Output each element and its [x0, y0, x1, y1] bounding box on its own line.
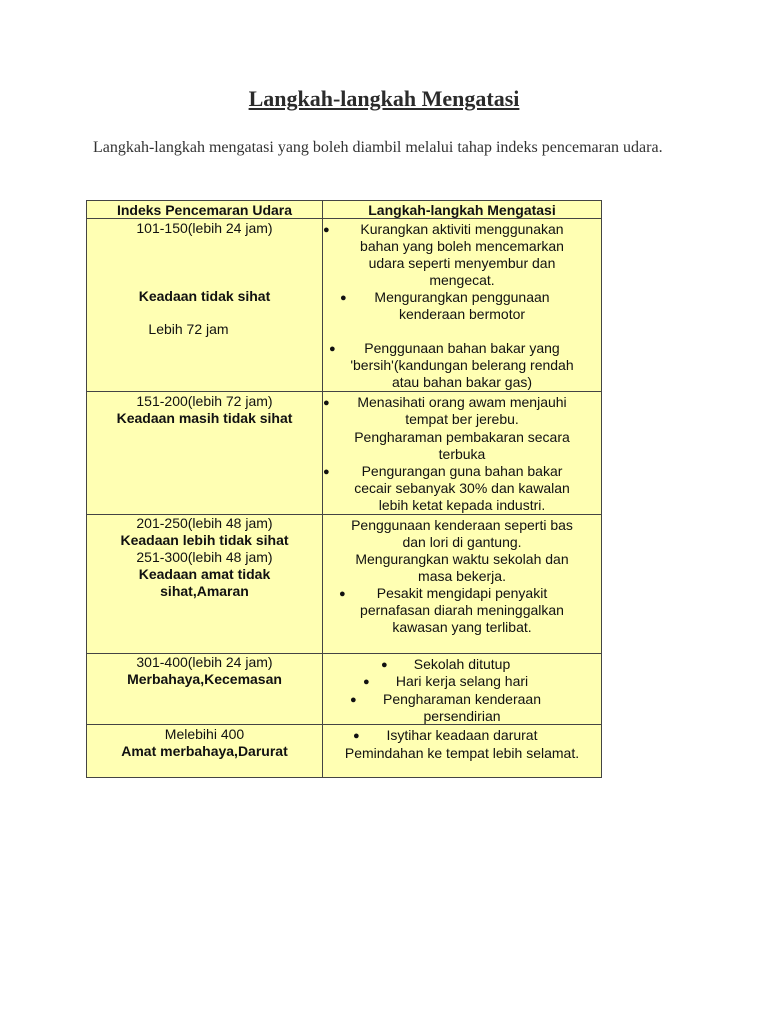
index-range: 151-200(lebih 72 jam) [136, 393, 273, 409]
measure-line: cecair sebanyak 30% dan kawalan [354, 480, 570, 496]
measure-line: atau bahan bakar gas) [391, 374, 533, 390]
measure-line: terbuka [438, 446, 486, 462]
index-duration: Lebih 72 jam [148, 321, 229, 337]
measure-line: 'bersih'(kandungan belerang rendah [350, 357, 574, 373]
measure-line: pernafasan diarah meninggalkan [360, 602, 564, 618]
measure-line: Kurangkan aktiviti menggunakan [360, 221, 564, 237]
bullet-icon: ● [340, 292, 347, 304]
bullet-icon: ● [363, 676, 370, 688]
intro-paragraph: Langkah-langkah mengatasi yang boleh diambil melalui tahap indeks pencemaran udara. [93, 139, 663, 156]
bullet-icon: ● [339, 588, 346, 600]
measure-line: dan lori di gantung. [402, 534, 522, 550]
index-status: Keadaan lebih tidak sihat [120, 532, 289, 548]
bullet-icon: ● [323, 224, 330, 236]
measure-line: udara seperti menyembur dan [368, 255, 556, 271]
measure-line: Mengurangkan penggunaan [374, 289, 550, 305]
measure-line: bahan yang boleh mencemarkan [360, 238, 564, 254]
measure-line: kenderaan bermotor [398, 306, 526, 322]
index-range: 101-150(lebih 24 jam) [136, 220, 273, 236]
index-range: 301-400(lebih 24 jam) [136, 654, 273, 670]
index-range: Melebihi 400 [164, 726, 245, 742]
measure-line: lebih ketat kepada industri. [378, 497, 546, 513]
index-status: Merbahaya,Kecemasan [127, 671, 282, 687]
header-index: Indeks Pencemaran Udara [116, 202, 293, 218]
air-pollution-index-table [86, 200, 602, 778]
measure-line: Penggunaan kenderaan seperti bas [351, 517, 573, 533]
bullet-icon: ● [353, 730, 360, 742]
measure-line: Pengharaman kenderaan [382, 691, 541, 707]
measure-line: mengecat. [429, 272, 495, 288]
measure-line: Penggunaan bahan bakar yang [364, 340, 560, 356]
bullet-icon: ● [350, 694, 357, 706]
bullet-icon: ● [381, 659, 388, 671]
row-divider [87, 391, 601, 392]
measure-line: Pesakit mengidapi penyakit [376, 585, 548, 601]
bullet-icon: ● [329, 343, 336, 355]
index-status: Keadaan amat tidak [138, 566, 271, 582]
bullet-icon: ● [323, 466, 330, 478]
measure-line: kawasan yang terlibat. [392, 619, 532, 635]
measure-line: tempat ber jerebu. [405, 411, 519, 427]
index-status: Keadaan tidak sihat [138, 288, 271, 304]
measure-line: Pengharaman pembakaran secara [354, 429, 570, 445]
measure-line: Hari kerja selang hari [395, 673, 529, 689]
page-title: Langkah-langkah Mengatasi [248, 86, 520, 111]
measure-line: Isytihar keadaan darurat [386, 727, 538, 743]
measure-line: persendirian [423, 708, 501, 724]
measure-line: Sekolah ditutup [413, 656, 511, 672]
index-range: 251-300(lebih 48 jam) [136, 549, 273, 565]
measure-line: Menasihati orang awam menjauhi [357, 394, 567, 410]
measure-line: Pengurangan guna bahan bakar [361, 463, 563, 479]
measure-line: masa bekerja. [418, 568, 506, 584]
measure-line: Mengurangkan waktu sekolah dan [355, 551, 569, 567]
measure-line: Pemindahan ke tempat lebih selamat. [344, 745, 580, 761]
index-status: sihat,Amaran [160, 583, 249, 599]
index-status: Amat merbahaya,Darurat [121, 743, 288, 759]
header-measures: Langkah-langkah Mengatasi [368, 202, 556, 218]
index-status: Keadaan masih tidak sihat [116, 410, 293, 426]
index-range: 201-250(lebih 48 jam) [136, 515, 273, 531]
bullet-icon: ● [323, 397, 330, 409]
